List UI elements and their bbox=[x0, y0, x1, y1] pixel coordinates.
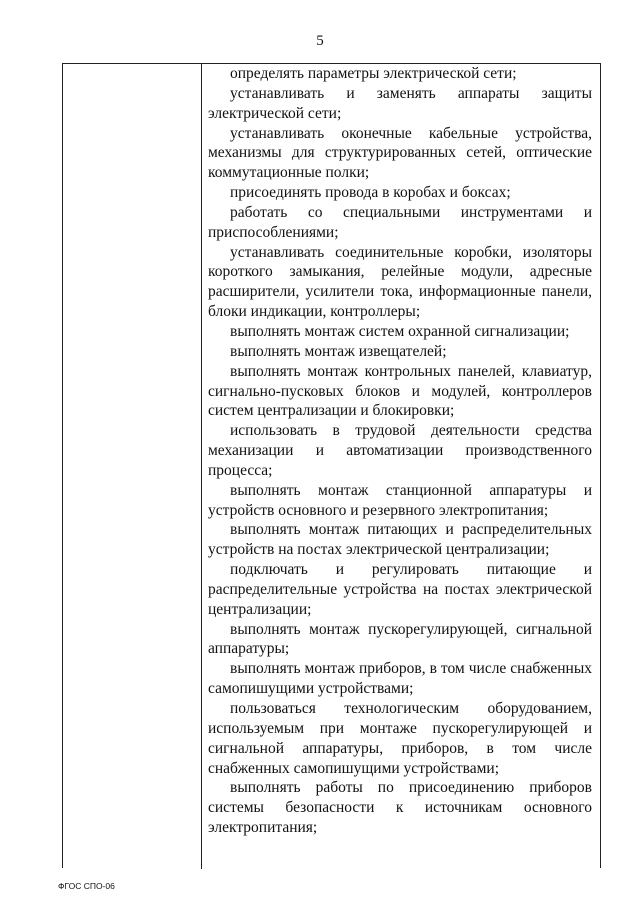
skill-item: выполнять работы по присоединению приборов системы безопасности к источникам основного электропитания; bbox=[208, 779, 592, 837]
skills-list bbox=[208, 64, 592, 838]
skill-item: устанавливать и заменять аппараты защиты электрической сети; bbox=[208, 84, 592, 122]
skill-item: устанавливать соединительные коробки, изоляторы короткого замыкания, релейные модули, адресные расширители, усилители тока, информационные панели, блоки индикации, контроллеры; bbox=[208, 243, 592, 321]
skill-item: выполнять монтаж систем охранной сигнализации; bbox=[230, 322, 570, 340]
column-divider bbox=[201, 64, 202, 869]
skill-item: выполнять монтаж питающих и распределительных устройств на постах электрической централизации; bbox=[208, 521, 592, 559]
skill-item: устанавливать оконечные кабельные устройства, механизмы для структурированных сетей, оптические коммутационные полки; bbox=[208, 124, 592, 182]
skill-item: пользоваться технологическим оборудованием, используемым при монтаже пускорегулирующей и сигнальной аппаратуры, приборов, в том числе снабженных самопишущими устройствами; bbox=[208, 700, 592, 777]
page-number: 5 bbox=[316, 33, 324, 49]
skill-item: работать со специальными инструментами и приспособлениями; bbox=[208, 203, 592, 241]
skill-item: выполнять монтаж приборов, в том числе снабженных самопишущими устройствами; bbox=[208, 660, 592, 698]
skill-item: определять параметры электрической сети; bbox=[230, 65, 517, 82]
skill-item: присоединять провода в коробах и боксах; bbox=[230, 184, 511, 202]
document-footer: ФГОС СПО-06 bbox=[58, 881, 115, 891]
skill-item: использовать в трудовой деятельности средства механизации и автоматизации производственного процесса; bbox=[208, 422, 592, 479]
standard-table bbox=[62, 63, 601, 868]
skill-item: выполнять монтаж станционной аппаратуры и устройств основного и резервного электропитания; bbox=[208, 481, 592, 519]
skill-item: выполнять монтаж извещателей; bbox=[230, 342, 447, 360]
skill-item: выполнять монтаж контрольных панелей, клавиатур, сигнально-пусковых блоков и модулей, контроллеров систем централизации и блокировки; bbox=[208, 362, 592, 420]
skill-item: выполнять монтаж пускорегулирующей, сигнальной аппаратуры; bbox=[208, 620, 592, 658]
skill-item: подключать и регулировать питающие и распределительные устройства на постах электрической централизации; bbox=[208, 561, 592, 618]
